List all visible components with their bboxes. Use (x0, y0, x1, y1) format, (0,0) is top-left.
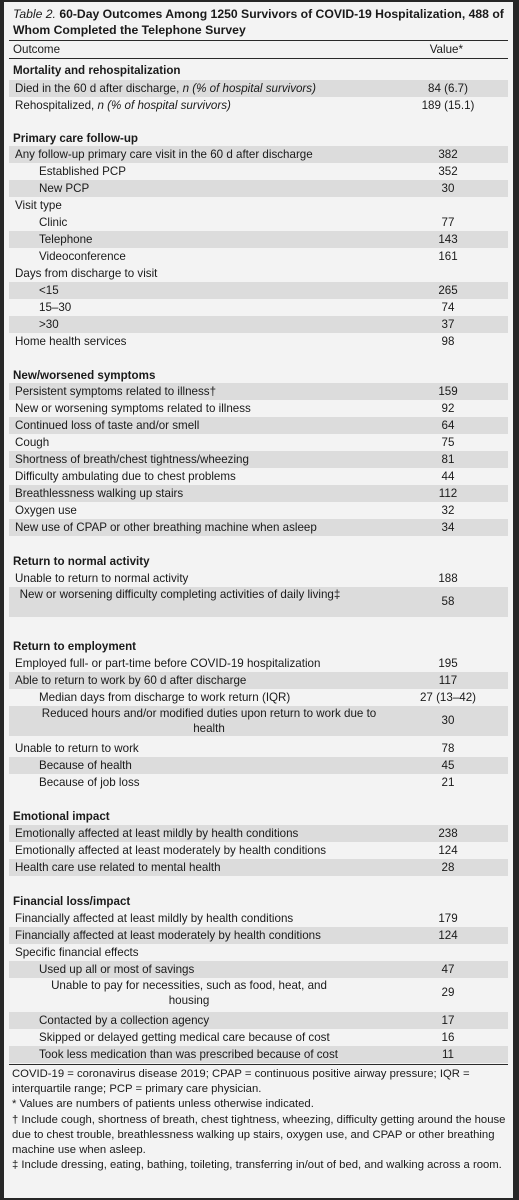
table-row (9, 706, 508, 736)
row-label: Rehospitalized, n (% of hospital survivors) (15, 99, 231, 112)
row-value: 30 (441, 714, 455, 727)
row-value: 45 (441, 759, 455, 772)
row-label: New or worsening difficulty completing activities of daily living‡ (19, 588, 341, 601)
row-label: Any follow-up primary care visit in the 60 d after discharge (15, 148, 313, 161)
table-row (9, 146, 508, 163)
row-value: 17 (441, 1014, 455, 1027)
row-label: Videoconference (39, 250, 126, 263)
table-row (9, 859, 508, 876)
table-footnotes (12, 1067, 508, 1173)
row-label: Health care use related to mental health (15, 861, 221, 874)
section-heading (9, 131, 508, 146)
section-heading (9, 63, 508, 78)
section-heading (9, 554, 508, 569)
row-value: 124 (438, 844, 458, 857)
row-value: 352 (438, 165, 458, 178)
table-row (9, 434, 508, 451)
row-value: 34 (441, 521, 455, 534)
row-value: 78 (441, 742, 455, 755)
row-value: 44 (441, 470, 455, 483)
row-value: 37 (441, 318, 455, 331)
table-row (9, 299, 508, 316)
table-row (9, 1046, 508, 1063)
section-heading (9, 368, 508, 383)
row-value: 29 (441, 986, 455, 999)
row-value: 159 (438, 385, 458, 398)
row-label: Died in the 60 d after discharge, n (% of hospital survivors) (15, 82, 316, 95)
header-bottom-rule (9, 58, 508, 59)
column-header-outcome: Outcome (13, 43, 61, 56)
row-value: 16 (441, 1031, 455, 1044)
row-label: Financially affected at least moderately by health conditions (15, 929, 321, 942)
row-label: Because of job loss (39, 776, 140, 789)
row-value: 382 (438, 148, 458, 161)
row-label: Skipped or delayed getting medical care because of cost (39, 1031, 330, 1044)
column-header-value: Value* (429, 43, 463, 56)
row-label: Return to employment (13, 640, 137, 653)
column-header (13, 42, 505, 57)
row-value: 117 (438, 674, 458, 687)
row-value: 265 (438, 284, 458, 297)
row-value: 30 (441, 182, 455, 195)
row-label: Emotionally affected at least mildly by health conditions (15, 827, 299, 840)
table-row (9, 1012, 508, 1029)
row-label: Home health services (15, 335, 127, 348)
row-value: 58 (441, 595, 455, 608)
row-value: 28 (441, 861, 455, 874)
table-row (9, 333, 508, 350)
row-label: Continued loss of taste and/or smell (15, 419, 200, 432)
row-label: Unable to return to normal activity (15, 572, 189, 585)
row-label-italic: n (% of hospital survivors) (97, 99, 231, 112)
table-bottom-rule (9, 1064, 508, 1065)
row-value: 124 (438, 929, 458, 942)
row-value: 27 (13–42) (419, 691, 477, 704)
row-label: Difficulty ambulating due to chest problems (15, 470, 236, 483)
row-label: Unable to pay for necessities, such as food, heat, and housing (51, 979, 327, 1007)
row-label: Clinic (39, 216, 68, 229)
table-row (9, 570, 508, 587)
table-row (9, 587, 508, 617)
table-row (9, 740, 508, 757)
table-row (9, 774, 508, 791)
table-row (9, 842, 508, 859)
row-value: 179 (438, 912, 458, 925)
table-page (4, 2, 513, 1198)
table-title-label: Table 2. (13, 7, 56, 21)
table-row (9, 757, 508, 774)
table-row (9, 248, 508, 265)
row-label: Took less medication than was prescribed because of cost (39, 1048, 339, 1061)
table-row (9, 502, 508, 519)
row-value: 77 (441, 216, 455, 229)
row-label: Persistent symptoms related to illness† (15, 385, 217, 398)
table-row (9, 451, 508, 468)
row-label: Emotionally affected at least moderately by health conditions (15, 844, 327, 857)
table-row (9, 519, 508, 536)
row-value: 64 (441, 419, 455, 432)
row-value: 84 (6.7) (428, 82, 468, 95)
row-label: <15 (39, 284, 59, 297)
header-top-rule (9, 40, 508, 41)
row-value: 195 (438, 657, 458, 670)
table-row (9, 655, 508, 672)
table-row (9, 1029, 508, 1046)
row-label: Visit type (15, 199, 62, 212)
row-value: 81 (441, 453, 455, 466)
table-row (9, 400, 508, 417)
row-label: Able to return to work by 60 d after discharge (15, 674, 247, 687)
row-label: 15–30 (39, 301, 72, 314)
table-row (9, 163, 508, 180)
row-label: Days from discharge to visit (15, 267, 158, 280)
section-heading (9, 639, 508, 654)
section-heading (9, 894, 508, 909)
table-row (9, 468, 508, 485)
row-label: Unable to return to work (15, 742, 139, 755)
table-row (9, 485, 508, 502)
table-title-text: 60-Day Outcomes Among 1250 Survivors of COVID-19 Hospitalization, 488 of Whom Completed the Telephone Survey (13, 7, 504, 37)
row-label: Employed full- or part-time before COVID-19 hospitalization (15, 657, 321, 670)
row-label: Reduced hours and/or modified duties upon return to work due to health (41, 707, 377, 735)
row-value: 32 (441, 504, 455, 517)
row-value: 75 (441, 436, 455, 449)
footnote-double-dagger: ‡ Include dressing, eating, bathing, toileting, transferring in/out of bed, and walking across a room. (12, 1159, 502, 1172)
row-value: 21 (441, 776, 455, 789)
row-value: 47 (441, 963, 455, 976)
row-label: Financial loss/impact (13, 895, 131, 908)
table-row (9, 316, 508, 333)
row-label: Median days from discharge to work return (IQR) (39, 691, 291, 704)
row-label-italic: n (% of hospital survivors) (182, 82, 316, 95)
table-row (9, 961, 508, 978)
row-value: 161 (438, 250, 458, 263)
row-label: Return to normal activity (13, 555, 150, 568)
row-value: 92 (441, 402, 455, 415)
table-row (9, 265, 508, 282)
table-row (9, 80, 508, 97)
row-value: 188 (438, 572, 458, 585)
row-label: Breathlessness walking up stairs (15, 487, 184, 500)
row-label: New use of CPAP or other breathing machine when asleep (15, 521, 317, 534)
row-value: 238 (438, 827, 458, 840)
row-label: Established PCP (39, 165, 126, 178)
footnote-dagger: † Include cough, shortness of breath, chest tightness, wheezing, difficulty getting around the house due to chest trouble, breathlessness walking up stairs, oxygen use, and CPAP or other breathing machine use when asleep. (12, 1113, 506, 1157)
footnote-values: * Values are numbers of patients unless otherwise indicated. (12, 1098, 314, 1111)
row-label: Contacted by a collection agency (39, 1014, 210, 1027)
table-row (9, 383, 508, 400)
row-label: Because of health (39, 759, 132, 772)
row-value: 189 (15.1) (421, 99, 475, 112)
table-row (9, 97, 508, 114)
row-value: 11 (441, 1048, 455, 1061)
row-label: New PCP (39, 182, 90, 195)
table-row (9, 180, 508, 197)
row-label: Shortness of breath/chest tightness/wheezing (15, 453, 249, 466)
table-title (13, 6, 505, 38)
table-row (9, 927, 508, 944)
row-label: Cough (15, 436, 50, 449)
row-value: 74 (441, 301, 455, 314)
row-label: Mortality and rehospitalization (13, 64, 181, 77)
table-row (9, 825, 508, 842)
table-row (9, 282, 508, 299)
row-label: New or worsening symptoms related to illness (15, 402, 251, 415)
table-row (9, 417, 508, 434)
row-label: Emotional impact (13, 810, 110, 823)
row-value: 98 (441, 335, 455, 348)
table-row (9, 978, 508, 1008)
row-label: Telephone (39, 233, 93, 246)
row-label: >30 (39, 318, 59, 331)
row-label: New/worsened symptoms (13, 369, 156, 382)
row-label: Used up all or most of savings (39, 963, 195, 976)
row-label: Primary care follow-up (13, 132, 138, 145)
row-label: Specific financial effects (15, 946, 139, 959)
table-row (9, 214, 508, 231)
table-row (9, 689, 508, 706)
row-label: Oxygen use (15, 504, 77, 517)
table-row (9, 197, 508, 214)
table-row (9, 944, 508, 961)
row-label: Financially affected at least mildly by health conditions (15, 912, 294, 925)
section-heading (9, 809, 508, 824)
row-value: 143 (438, 233, 458, 246)
footnote-abbreviations: COVID-19 = coronavirus disease 2019; CPAP = continuous positive airway pressure; IQR = interquartile range; PCP = primary care physician. (12, 1068, 470, 1096)
table-row (9, 231, 508, 248)
table-row (9, 672, 508, 689)
row-value: 112 (438, 487, 458, 500)
table-row (9, 910, 508, 927)
